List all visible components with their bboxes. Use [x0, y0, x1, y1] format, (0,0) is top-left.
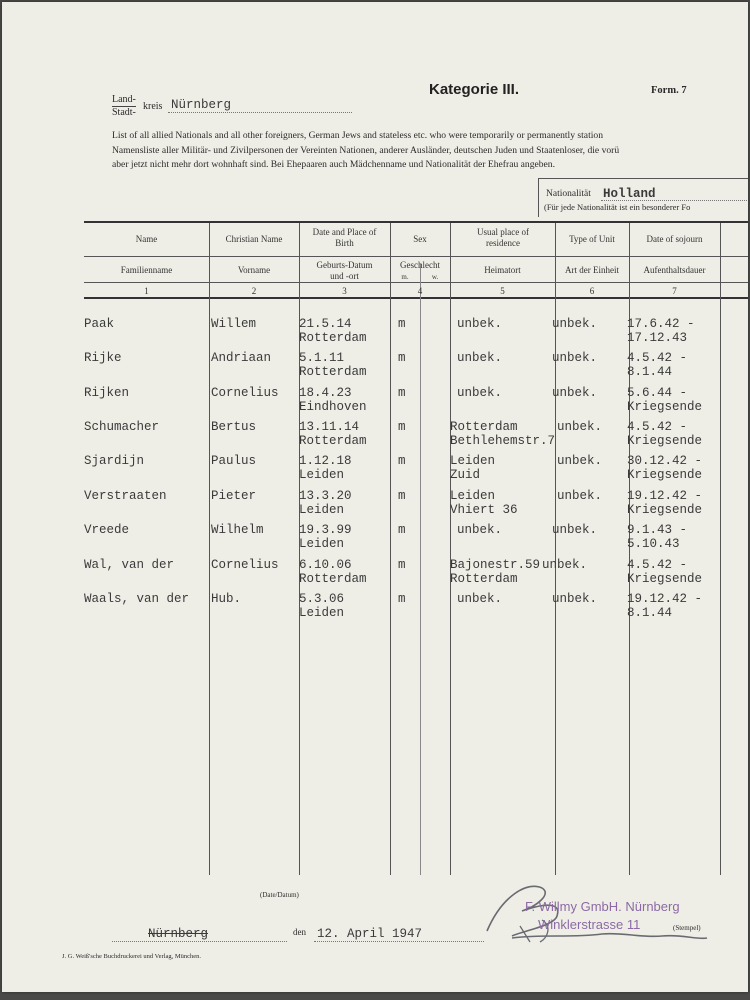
- cell-birth: 19.3.99 Leiden: [299, 523, 352, 551]
- cell-birth: 13.3.20 Leiden: [299, 489, 352, 517]
- col-sojourn-de: Aufenthaltsdauer: [643, 265, 706, 275]
- cell-sex: m: [398, 558, 406, 572]
- col-sex-en: Sex: [413, 234, 427, 244]
- signature-scribble: [482, 876, 712, 956]
- cell-first-name: Cornelius: [211, 386, 279, 400]
- col-name-num: 1: [144, 286, 149, 296]
- kreis-underline: [168, 112, 352, 113]
- land-label: Land-: [112, 94, 136, 105]
- footer-date: 12. April 1947: [317, 927, 423, 941]
- cell-birth: 1.12.18 Leiden: [299, 454, 352, 482]
- intro-german-line1: Namensliste aller Militär- und Zivilpersonen der Vereinten Nationen, anderer Ausländer, deutschen Juden und Staatenloser, die vorü: [112, 145, 620, 156]
- cell-sojourn: 30.12.42 - Kriegsende: [627, 454, 703, 482]
- col-first-de: Vorname: [237, 265, 271, 275]
- col-sex-de: Geschlecht: [400, 260, 440, 270]
- cell-unit: unbek.: [542, 558, 588, 572]
- stadt-label: Stadt-: [112, 107, 136, 118]
- cell-name: Verstraaten: [84, 489, 167, 503]
- cell-residence: unbek.: [457, 523, 503, 537]
- col-residence-en: Usual place of residence: [477, 227, 529, 248]
- cell-residence: unbek.: [457, 351, 503, 365]
- intro-german-line2: aber jetzt nicht mehr dort wohnhaft sind. Bei Ehepaaren auch Mädchenname und Nationalität der Ehefrau angeben.: [112, 159, 556, 170]
- cell-sex: m: [398, 351, 406, 365]
- cell-birth: 6.10.06 Rotterdam: [299, 558, 367, 586]
- cell-name: Rijke: [84, 351, 122, 365]
- printer-imprint: J. G. Weiß'sche Buchdruckerei und Verlag, München.: [62, 953, 202, 960]
- cell-first-name: Andriaan: [211, 351, 272, 365]
- cell-birth: 5.3.06 Leiden: [299, 592, 345, 620]
- cell-sex: m: [398, 386, 406, 400]
- col-sex-num: 4: [417, 286, 423, 296]
- cell-sex: m: [398, 420, 406, 434]
- cell-residence: Leiden Vhiert 36: [450, 489, 518, 517]
- col-name-en: Name: [135, 234, 158, 244]
- cell-first-name: Bertus: [211, 420, 257, 434]
- table-row: [2, 420, 748, 454]
- table-row: [2, 523, 748, 557]
- table-row: [2, 386, 748, 420]
- date-underline: [314, 941, 484, 942]
- cell-sojourn: 17.6.42 - 17.12.43: [627, 317, 695, 345]
- col-sex-m: m.: [401, 273, 409, 281]
- cell-name: Schumacher: [84, 420, 160, 434]
- cell-unit: unbek.: [557, 454, 603, 468]
- cell-sojourn: 9.1.43 - 5.10.43: [627, 523, 688, 551]
- document-sheet: [2, 2, 748, 992]
- stamp-label: (Stempel): [673, 924, 701, 932]
- cell-unit: unbek.: [552, 386, 598, 400]
- cell-unit: unbek.: [552, 317, 598, 331]
- cell-residence: Rotterdam Bethlehemstr.7: [450, 420, 556, 448]
- cell-first-name: Hub.: [211, 592, 242, 606]
- intro-english: List of all allied Nationals and all other foreigners, German Jews and stateless etc. who were temporarily or permanently station: [112, 130, 603, 141]
- land-stadt-label: [112, 94, 136, 119]
- table-body-rule: [84, 297, 748, 299]
- cell-sex: m: [398, 523, 406, 537]
- cell-sex: m: [398, 317, 406, 331]
- cell-birth: 18.4.23 Eindhoven: [299, 386, 367, 414]
- place-underline: [112, 941, 287, 942]
- cell-first-name: Willem: [211, 317, 257, 331]
- cell-first-name: Cornelius: [211, 558, 279, 572]
- col-birth-num: 3: [342, 286, 347, 296]
- table-row: [2, 558, 748, 592]
- stamp-line-2: Winklerstrasse 11: [538, 917, 641, 932]
- table-row: [2, 351, 748, 385]
- cell-residence: unbek.: [457, 386, 503, 400]
- col-birth-de: Geburts-Datum und -ort: [316, 260, 373, 281]
- cell-birth: 21.5.14 Rotterdam: [299, 317, 367, 345]
- footer-place: Nürnberg: [148, 927, 209, 941]
- cell-birth: 5.1.11 Rotterdam: [299, 351, 367, 379]
- table-header-rule: [84, 256, 748, 257]
- cell-unit: unbek.: [552, 523, 598, 537]
- col-first-en: Christian Name: [225, 234, 283, 244]
- cell-residence: unbek.: [457, 317, 503, 331]
- table-row: [2, 454, 748, 488]
- cell-sojourn: 5.6.44 - Kriegsende: [627, 386, 703, 414]
- cell-name: Paak: [84, 317, 115, 331]
- category-title: Kategorie III.: [429, 81, 520, 98]
- cell-name: Rijken: [84, 386, 130, 400]
- cell-sojourn: 4.5.42 - Kriegsende: [627, 558, 703, 586]
- col-unit-de: Art der Einheit: [565, 265, 619, 275]
- cell-unit: unbek.: [557, 420, 603, 434]
- footer-den: den: [293, 927, 306, 937]
- kreis-label: kreis: [143, 101, 163, 112]
- cell-sex: m: [398, 592, 406, 606]
- cell-unit: unbek.: [557, 489, 603, 503]
- col-name-de: Familienname: [120, 265, 173, 275]
- col-sex-w: w.: [431, 273, 439, 281]
- cell-first-name: Pieter: [211, 489, 257, 503]
- col-unit-num: 6: [589, 286, 595, 296]
- nationality-note: (Für jede Nationalität ist ein besonderer Fo: [544, 202, 691, 212]
- cell-name: Waals, van der: [84, 592, 190, 606]
- cell-unit: unbek.: [552, 351, 598, 365]
- table-row: [2, 592, 748, 626]
- cell-sex: m: [398, 489, 406, 503]
- col-sojourn-en: Date of sojourn: [646, 234, 703, 244]
- cell-sojourn: 19.12.42 - Kriegsende: [627, 489, 703, 517]
- table-top-rule: [84, 221, 748, 223]
- table-row: [2, 317, 748, 351]
- cell-residence: unbek.: [457, 592, 503, 606]
- cell-first-name: Paulus: [211, 454, 257, 468]
- table-row: [2, 489, 748, 523]
- cell-residence: Bajonestr.59 Rotterdam: [450, 558, 541, 586]
- nationality-label: Nationalität: [546, 189, 591, 199]
- col-birth-en: Date and Place of Birth: [312, 227, 377, 248]
- cell-birth: 13.11.14 Rotterdam: [299, 420, 367, 448]
- col-unit-en: Type of Unit: [569, 234, 615, 244]
- nationality-underline: [601, 200, 748, 201]
- cell-name: Wal, van der: [84, 558, 175, 572]
- nationality-box: [538, 178, 748, 217]
- cell-sojourn: 4.5.42 - Kriegsende: [627, 420, 703, 448]
- col-sojourn-num: 7: [672, 286, 677, 296]
- stamp-line-1: F. Willmy GmbH. Nürnberg: [525, 899, 680, 914]
- cell-name: Vreede: [84, 523, 130, 537]
- cell-sex: m: [398, 454, 406, 468]
- cell-sojourn: 19.12.42 - 8.1.44: [627, 592, 703, 620]
- cell-name: Sjardijn: [84, 454, 145, 468]
- cell-sojourn: 4.5.42 - 8.1.44: [627, 351, 688, 379]
- date-label: (Date/Datum): [260, 891, 299, 899]
- col-residence-de: Heimatort: [484, 265, 521, 275]
- cell-first-name: Wilhelm: [211, 523, 264, 537]
- cell-unit: unbek.: [552, 592, 598, 606]
- col-first-num: 2: [251, 286, 257, 296]
- kreis-value: Nürnberg: [171, 98, 232, 112]
- nationality-value: Holland: [603, 187, 656, 201]
- cell-residence: Leiden Zuid: [450, 454, 496, 482]
- col-residence-num: 5: [500, 286, 505, 296]
- form-number: Form. 7: [651, 85, 687, 96]
